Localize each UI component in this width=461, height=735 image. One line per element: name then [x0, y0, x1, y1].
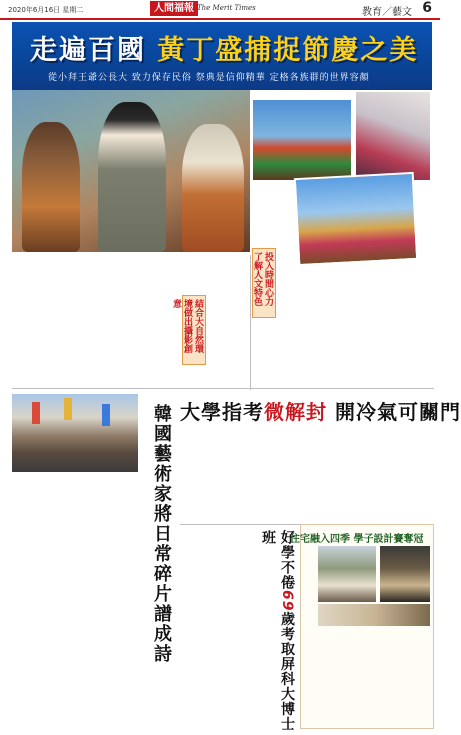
- feature-headline: [30, 28, 418, 67]
- festival-photo-parade: [294, 172, 418, 266]
- phd-headline: [256, 530, 296, 735]
- design-headline: 住宅融入四季 學子設計賽奪冠: [290, 534, 424, 545]
- exam-headline-post: 開冷氣可關門: [334, 400, 461, 424]
- exam-headline: [180, 396, 461, 425]
- section-name: 教育／藝文: [362, 7, 412, 18]
- design-photo-interior: [380, 546, 430, 602]
- phd-headline-pre: 好學不倦: [279, 530, 295, 590]
- feature-main-photo: [12, 90, 250, 252]
- festival-photo-masked-figure: [356, 92, 430, 180]
- feature-headline-white: 走遍百國: [30, 35, 146, 66]
- feature-banner: [12, 22, 432, 90]
- feature-column-rule: [250, 255, 251, 390]
- street-sign: [32, 402, 40, 424]
- design-photo-model: [318, 546, 376, 602]
- feature-subheadline: 從小拜王爺公長大 致力保存民俗 祭典是信仰精華 定格各族群的世界容顏: [48, 73, 370, 83]
- photo-figure-sadhu-right: [182, 124, 244, 252]
- newspaper-logo: 人間福報: [150, 1, 198, 16]
- phd-headline-post: 歲考取屏科大博士班: [260, 530, 295, 732]
- phd-headline-num: 69: [279, 590, 295, 612]
- photo-figure-sadhu-left: [22, 122, 80, 252]
- feature-headline-yellow: 黃丁盛捕捉節慶之美: [157, 35, 419, 66]
- issue-date: 2020年6月16日 星期二: [8, 6, 84, 14]
- newspaper-logo-en: The Merit Times: [197, 4, 256, 12]
- exam-headline-pre: 大學指考: [180, 400, 264, 424]
- street-sign: [64, 398, 72, 420]
- seoul-street-photo: [12, 394, 138, 472]
- feature-pull-quote-1: 投入時間心力了解人文特色: [252, 248, 276, 318]
- feature-pull-quote-2: 結合大自然環境做出攝影創意: [182, 295, 206, 365]
- page-number: 6: [422, 0, 432, 16]
- exam-headline-red: 微解封: [264, 400, 327, 424]
- street-sign: [102, 404, 110, 426]
- design-photo-site: [318, 604, 430, 626]
- korea-headline: 韓國藝術家將日常碎片譜成詩: [151, 404, 172, 664]
- festival-photo-dancers: [253, 100, 351, 180]
- section-divider: [12, 388, 434, 389]
- photo-figure-photographer: [98, 102, 166, 252]
- masthead: [0, 0, 440, 20]
